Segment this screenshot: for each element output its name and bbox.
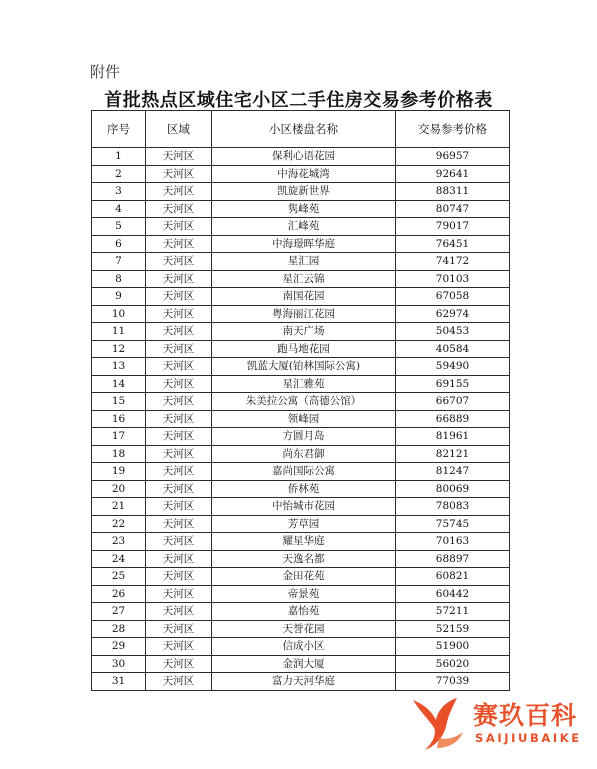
cell-price: 66889 [396,410,510,428]
attachment-label: 附件 [90,63,121,81]
cell-district: 天河区 [146,358,212,376]
cell-district: 天河区 [146,550,212,568]
cell-district: 天河区 [146,340,212,358]
header-reference-price: 交易参考价格 [396,111,510,148]
table-row [92,655,510,673]
table-row [92,480,510,498]
cell-estate-name: 中海璟晖华庭 [212,235,396,253]
cell-district: 天河区 [146,393,212,411]
table-row [92,340,510,358]
cell-price: 68897 [396,550,510,568]
table-row [92,165,510,183]
cell-estate-name: 南天广场 [212,323,396,341]
cell-district: 天河区 [146,480,212,498]
cell-price: 56020 [396,655,510,673]
table-row [92,585,510,603]
cell-district: 天河区 [146,200,212,218]
cell-seq: 6 [92,235,146,253]
cell-seq: 1 [92,148,146,166]
cell-district: 天河区 [146,375,212,393]
cell-price: 62974 [396,305,510,323]
table-row [92,218,510,236]
cell-seq: 28 [92,620,146,638]
cell-price: 51900 [396,638,510,656]
cell-estate-name: 金田花苑 [212,568,396,586]
cell-district: 天河区 [146,270,212,288]
table-row [92,235,510,253]
cell-estate-name: 隽峰苑 [212,200,396,218]
cell-price: 79017 [396,218,510,236]
cell-estate-name: 保利心语花园 [212,148,396,166]
cell-estate-name: 帝景苑 [212,585,396,603]
cell-estate-name: 嘉尚国际公寓 [212,463,396,481]
table-row [92,148,510,166]
cell-price: 81247 [396,463,510,481]
cell-seq: 20 [92,480,146,498]
cell-district: 天河区 [146,515,212,533]
table-row [92,270,510,288]
cell-price: 80747 [396,200,510,218]
table-row [92,568,510,586]
cell-district: 天河区 [146,673,212,691]
cell-district: 天河区 [146,305,212,323]
cell-district: 天河区 [146,235,212,253]
header-estate-name: 小区楼盘名称 [212,111,396,148]
cell-estate-name: 金润大厦 [212,655,396,673]
cell-seq: 3 [92,183,146,201]
cell-price: 77039 [396,673,510,691]
cell-district: 天河区 [146,603,212,621]
cell-district: 天河区 [146,445,212,463]
table-row [92,533,510,551]
whale-tail-icon [409,694,469,752]
cell-seq: 19 [92,463,146,481]
watermark-brand-en: SAIJIUBAIKE [475,731,582,745]
cell-price: 57211 [396,603,510,621]
table-row [92,375,510,393]
cell-estate-name: 跑马地花园 [212,340,396,358]
cell-price: 70103 [396,270,510,288]
cell-seq: 4 [92,200,146,218]
table-row [92,463,510,481]
cell-district: 天河区 [146,410,212,428]
cell-seq: 17 [92,428,146,446]
cell-estate-name: 星汇园 [212,253,396,271]
table-row [92,498,510,516]
cell-seq: 10 [92,305,146,323]
table-row [92,603,510,621]
cell-district: 天河区 [146,585,212,603]
cell-seq: 27 [92,603,146,621]
cell-price: 88311 [396,183,510,201]
cell-price: 60821 [396,568,510,586]
cell-price: 70163 [396,533,510,551]
cell-estate-name: 中怡城市花园 [212,498,396,516]
cell-seq: 9 [92,288,146,306]
cell-seq: 14 [92,375,146,393]
cell-estate-name: 天逸名都 [212,550,396,568]
cell-seq: 18 [92,445,146,463]
table-row [92,323,510,341]
header-district: 区域 [146,111,212,148]
cell-price: 52159 [396,620,510,638]
cell-seq: 22 [92,515,146,533]
cell-district: 天河区 [146,638,212,656]
cell-estate-name: 耀星华庭 [212,533,396,551]
cell-estate-name: 凯旋新世界 [212,183,396,201]
cell-seq: 7 [92,253,146,271]
cell-district: 天河区 [146,218,212,236]
cell-district: 天河区 [146,288,212,306]
table-row [92,550,510,568]
cell-seq: 8 [92,270,146,288]
cell-seq: 30 [92,655,146,673]
cell-seq: 26 [92,585,146,603]
cell-seq: 31 [92,673,146,691]
cell-seq: 13 [92,358,146,376]
cell-price: 50453 [396,323,510,341]
cell-price: 40584 [396,340,510,358]
cell-district: 天河区 [146,253,212,271]
cell-estate-name: 朱美拉公寓（高德公馆） [212,393,396,411]
table-body [92,148,510,691]
cell-price: 78083 [396,498,510,516]
cell-estate-name: 信成小区 [212,638,396,656]
cell-price: 66707 [396,393,510,411]
table-row [92,393,510,411]
price-table [91,110,510,691]
cell-district: 天河区 [146,148,212,166]
cell-price: 80069 [396,480,510,498]
document-title: 首批热点区域住宅小区二手住房交易参考价格表 [104,90,493,111]
cell-price: 60442 [396,585,510,603]
cell-estate-name: 粤海丽江花园 [212,305,396,323]
cell-seq: 5 [92,218,146,236]
table-row [92,445,510,463]
cell-district: 天河区 [146,165,212,183]
cell-estate-name: 凯蓝大厦(铂林国际公寓) [212,358,396,376]
cell-seq: 24 [92,550,146,568]
table-row [92,428,510,446]
cell-estate-name: 领峰园 [212,410,396,428]
cell-estate-name: 芳草园 [212,515,396,533]
cell-district: 天河区 [146,428,212,446]
cell-estate-name: 尚东君御 [212,445,396,463]
cell-seq: 12 [92,340,146,358]
cell-estate-name: 方圆月岛 [212,428,396,446]
table-row [92,620,510,638]
cell-price: 67058 [396,288,510,306]
cell-estate-name: 星汇雅苑 [212,375,396,393]
cell-district: 天河区 [146,498,212,516]
cell-seq: 21 [92,498,146,516]
cell-seq: 25 [92,568,146,586]
cell-estate-name: 嘉怡苑 [212,603,396,621]
watermark [405,690,595,760]
cell-estate-name: 侨林苑 [212,480,396,498]
cell-price: 59490 [396,358,510,376]
cell-price: 76451 [396,235,510,253]
table-row [92,305,510,323]
table-row [92,183,510,201]
table-row [92,410,510,428]
cell-seq: 2 [92,165,146,183]
cell-price: 96957 [396,148,510,166]
cell-estate-name: 天誉花园 [212,620,396,638]
cell-district: 天河区 [146,655,212,673]
table-row [92,253,510,271]
cell-estate-name: 富力天河华庭 [212,673,396,691]
table-row [92,638,510,656]
watermark-brand-cn: 赛玖百科 [473,701,578,730]
cell-seq: 15 [92,393,146,411]
cell-district: 天河区 [146,183,212,201]
table-row [92,288,510,306]
cell-price: 74172 [396,253,510,271]
cell-district: 天河区 [146,323,212,341]
cell-seq: 16 [92,410,146,428]
table-header-row [92,111,510,148]
table-row [92,358,510,376]
cell-estate-name: 星汇云锦 [212,270,396,288]
cell-seq: 23 [92,533,146,551]
cell-price: 75745 [396,515,510,533]
cell-seq: 29 [92,638,146,656]
cell-price: 92641 [396,165,510,183]
cell-district: 天河区 [146,533,212,551]
cell-estate-name: 南国花园 [212,288,396,306]
table-row [92,200,510,218]
cell-estate-name: 汇峰苑 [212,218,396,236]
cell-district: 天河区 [146,620,212,638]
header-seq: 序号 [92,111,146,148]
cell-seq: 11 [92,323,146,341]
table-row [92,515,510,533]
cell-district: 天河区 [146,568,212,586]
cell-price: 69155 [396,375,510,393]
cell-price: 82121 [396,445,510,463]
cell-district: 天河区 [146,463,212,481]
cell-price: 81961 [396,428,510,446]
table-row [92,673,510,691]
cell-estate-name: 中海花城湾 [212,165,396,183]
